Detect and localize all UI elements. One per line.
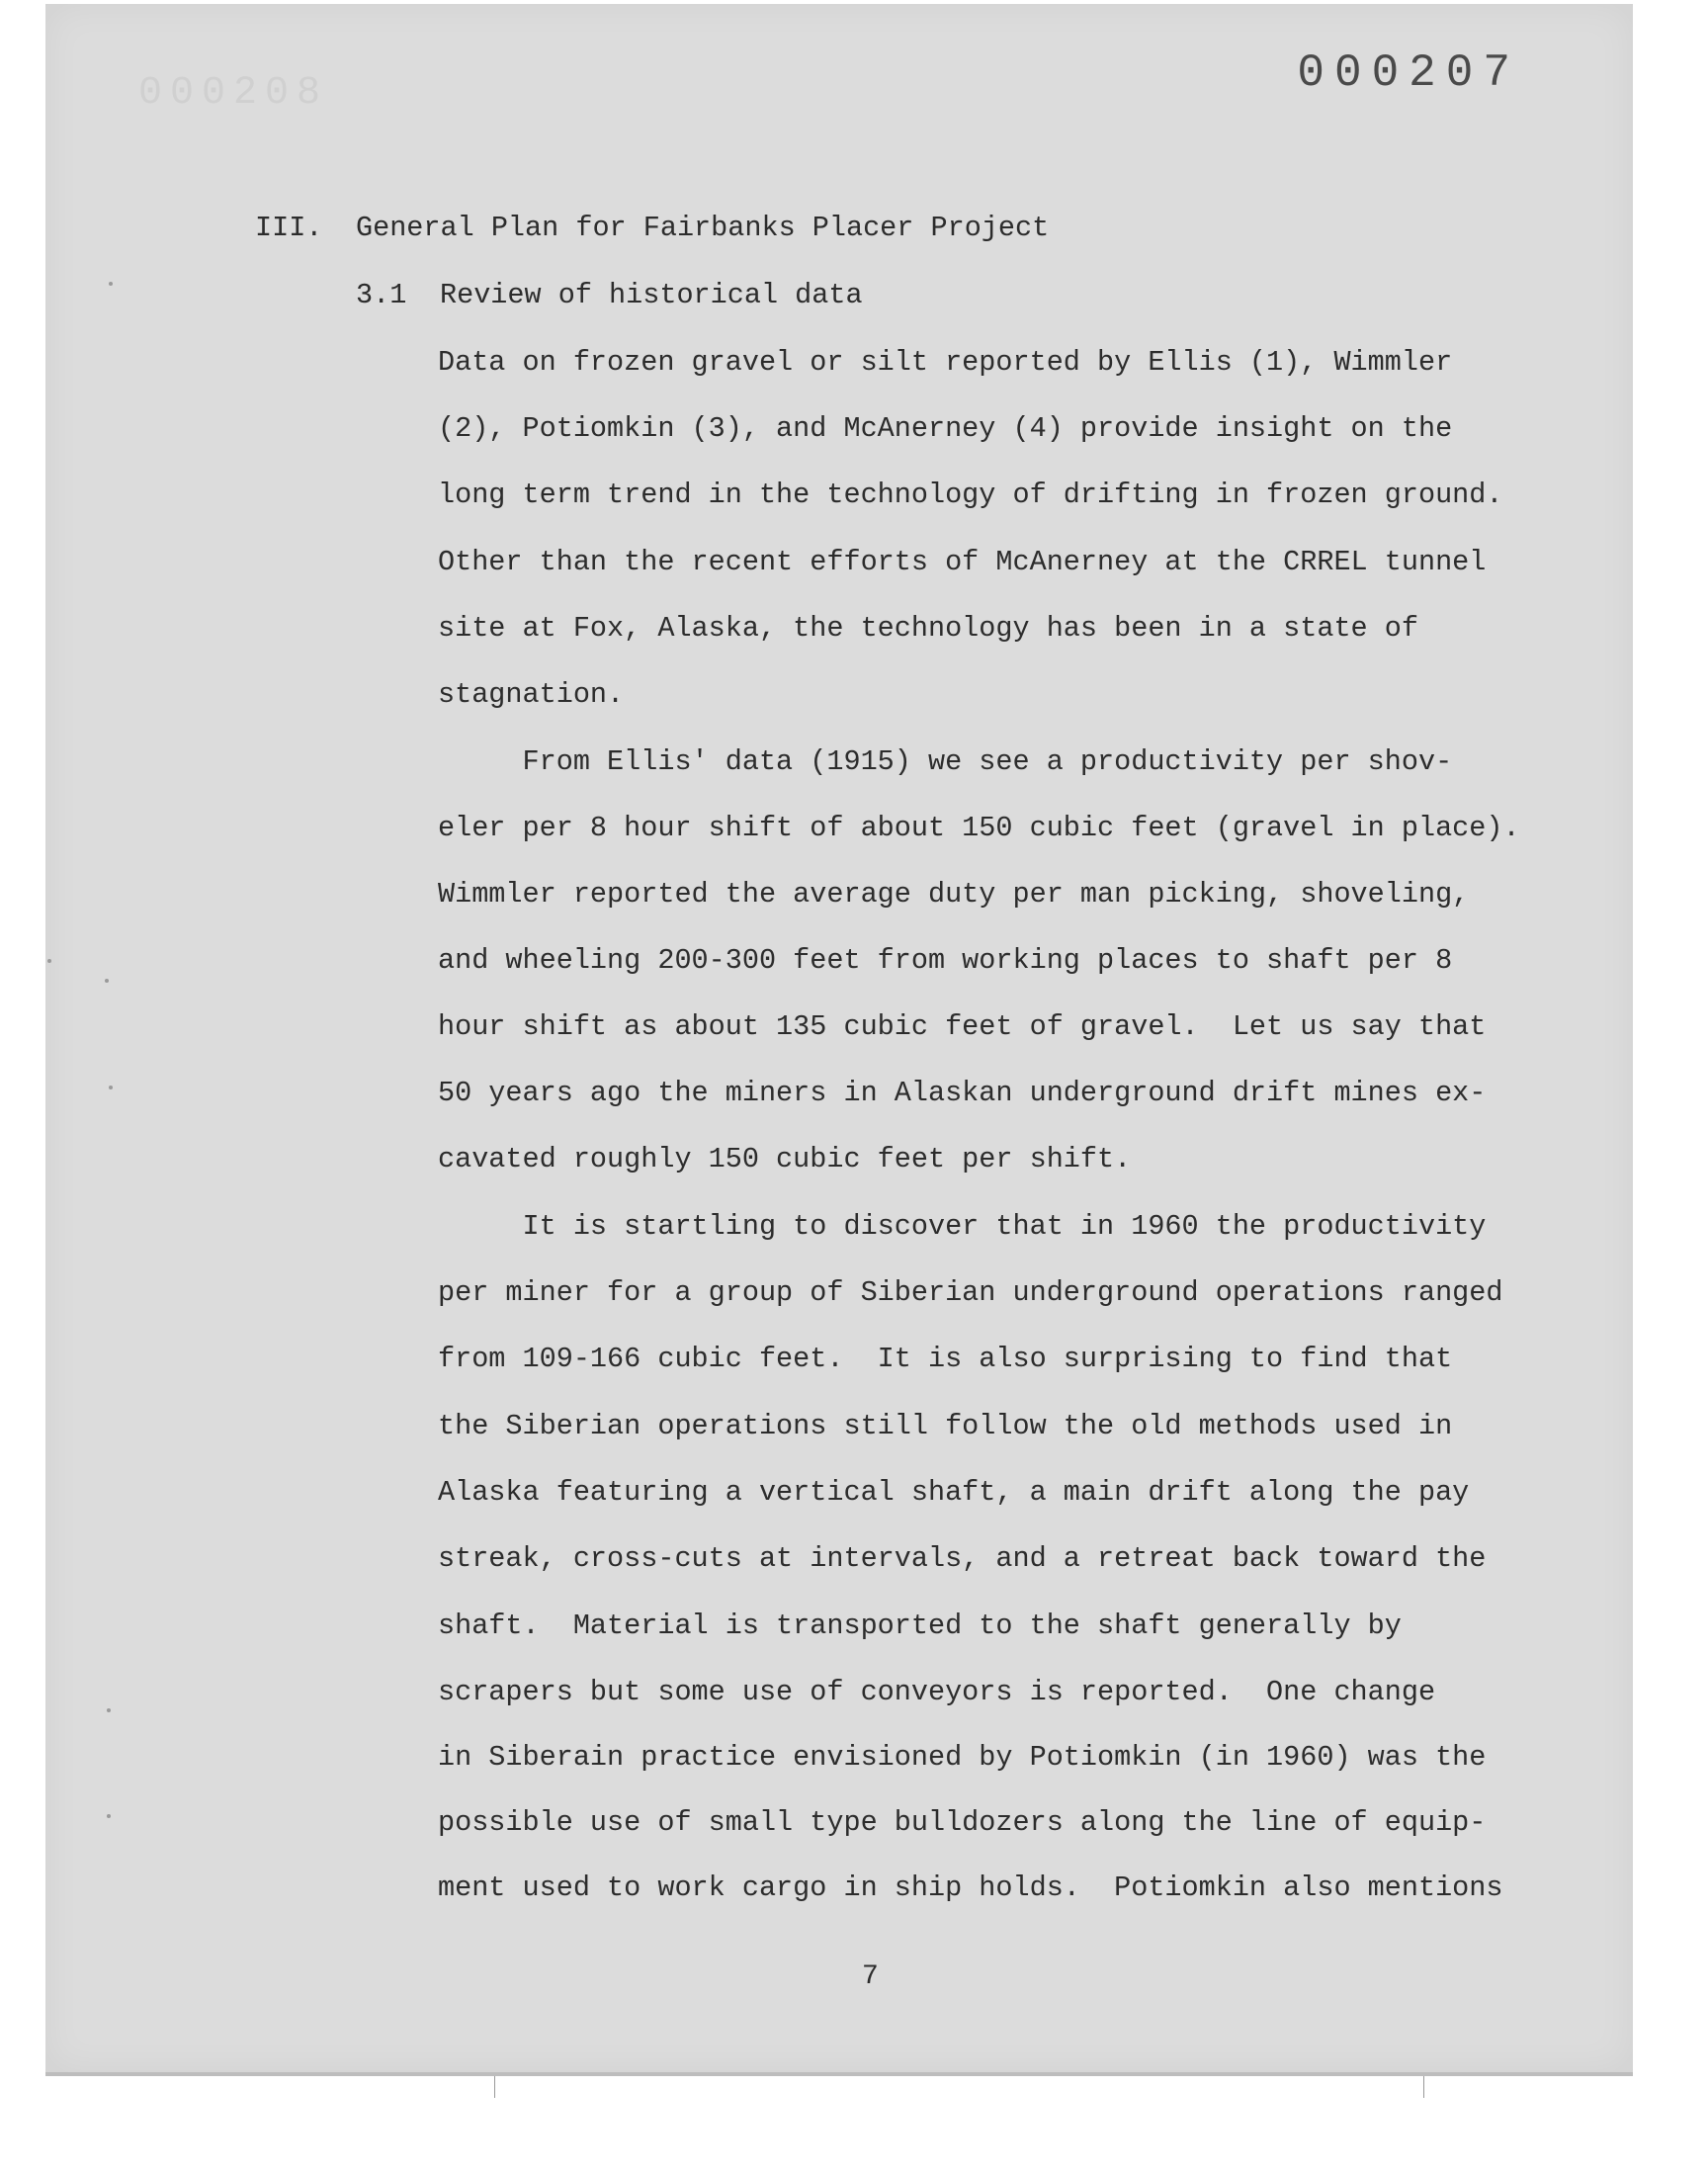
- section-title: General Plan for Fairbanks Placer Project: [356, 212, 1050, 244]
- subsection-title: Review of historical data: [440, 279, 863, 311]
- body-line: eler per 8 hour shift of about 150 cubic feet (gravel in place).: [438, 812, 1520, 844]
- body-line: Wimmler reported the average duty per man picking, shoveling,: [438, 878, 1470, 911]
- scan-speck: [47, 959, 51, 963]
- body-line: possible use of small type bulldozers along the line of equip-: [438, 1806, 1487, 1839]
- bleed-through-number: 000208: [138, 71, 329, 116]
- scan-speck: [109, 282, 113, 286]
- body-line: per miner for a group of Siberian underground operations ranged: [438, 1276, 1503, 1309]
- body-line: Alaska featuring a vertical shaft, a main drift along the pay: [438, 1476, 1470, 1509]
- body-line: hour shift as about 135 cubic feet of gravel. Let us say that: [438, 1010, 1487, 1043]
- page-stamp-number: 000207: [1297, 47, 1520, 99]
- body-line: Data on frozen gravel or silt reported by Ellis (1), Wimmler: [438, 346, 1453, 379]
- body-line: shaft. Material is transported to the shaft generally by: [438, 1610, 1402, 1642]
- body-line: 50 years ago the miners in Alaskan underground drift mines ex-: [438, 1077, 1487, 1109]
- body-line: cavated roughly 150 cubic feet per shift.: [438, 1143, 1132, 1175]
- page-edge-shadow: [45, 2072, 1633, 2076]
- body-line: streak, cross-cuts at intervals, and a retreat back toward the: [438, 1542, 1487, 1575]
- section-number: III.: [255, 212, 323, 244]
- body-line: in Siberain practice envisioned by Potiomkin (in 1960) was the: [438, 1741, 1487, 1774]
- edge-mark: [494, 2076, 495, 2098]
- body-line: It is startling to discover that in 1960 the productivity: [438, 1210, 1487, 1243]
- body-line: scrapers but some use of conveyors is reported. One change: [438, 1676, 1436, 1708]
- body-line: Other than the recent efforts of McAnerney at the CRREL tunnel: [438, 546, 1487, 578]
- scan-speck: [107, 1814, 111, 1818]
- body-line: stagnation.: [438, 678, 625, 711]
- body-line: ment used to work cargo in ship holds. Potiomkin also mentions: [438, 1871, 1503, 1904]
- scan-speck: [109, 1086, 113, 1089]
- body-line: long term trend in the technology of drifting in frozen ground.: [438, 478, 1503, 511]
- body-line: (2), Potiomkin (3), and McAnerney (4) provide insight on the: [438, 412, 1453, 445]
- body-line: site at Fox, Alaska, the technology has been in a state of: [438, 612, 1418, 645]
- page-number: 7: [862, 1961, 879, 1992]
- scan-speck: [105, 979, 109, 983]
- body-line: the Siberian operations still follow the old methods used in: [438, 1410, 1453, 1442]
- body-line: from 109-166 cubic feet. It is also surprising to find that: [438, 1343, 1453, 1375]
- body-line: and wheeling 200-300 feet from working places to shaft per 8: [438, 944, 1453, 977]
- subsection-number: 3.1: [356, 279, 407, 311]
- scan-speck: [107, 1708, 111, 1712]
- edge-mark: [1423, 2076, 1424, 2098]
- body-line: From Ellis' data (1915) we see a productivity per shov-: [438, 745, 1453, 778]
